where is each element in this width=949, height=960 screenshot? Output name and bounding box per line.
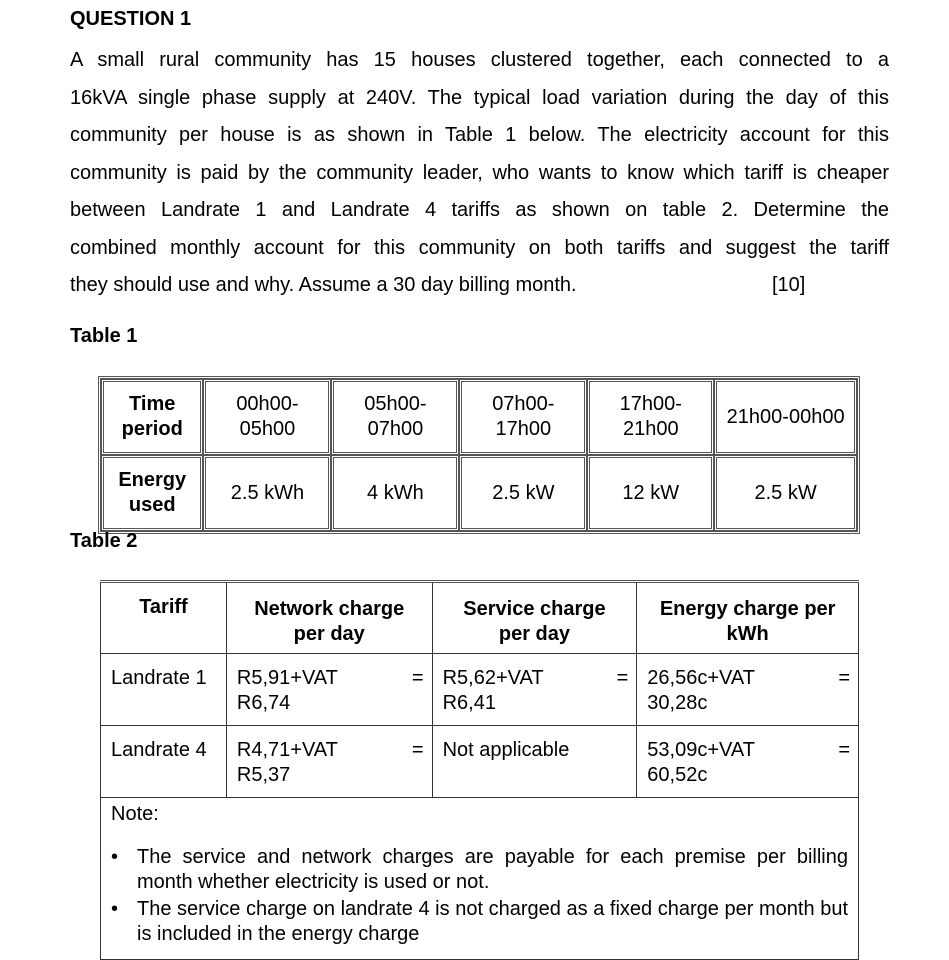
question-line: community is paid by the community leader, who wants to know which tariff is cheaper <box>70 161 889 184</box>
cell-line: 17h00- <box>619 393 682 415</box>
value-line: R5,91+VAT <box>236 667 338 689</box>
table1-label: Table 1 <box>70 325 138 347</box>
table1-cell-time <box>331 379 459 455</box>
table1-header-energy-used <box>101 455 203 531</box>
table2-header-row <box>101 582 859 654</box>
table1-row-time <box>101 379 857 455</box>
header-line: Energy <box>118 469 187 491</box>
table1-cell-time <box>587 379 714 455</box>
table2-tariffs <box>100 580 859 960</box>
value-line: 60,52c <box>647 764 708 786</box>
header-line: kWh <box>726 623 769 645</box>
header-line: period <box>121 418 183 440</box>
value-line: 53,09c+VAT <box>647 739 755 761</box>
value-line: R6,41 <box>442 692 496 714</box>
table2-header-service <box>432 582 637 654</box>
table1-cell-time <box>203 379 331 455</box>
cell-line: 05h00 <box>239 418 296 440</box>
header-line: Service charge <box>463 598 606 620</box>
cell-line: 05h00- <box>364 393 427 415</box>
table1-load-variation <box>98 376 860 534</box>
table1-cell-energy: 2.5 kW <box>714 455 857 531</box>
value-line: Not applicable <box>442 739 570 761</box>
table2-note <box>101 798 859 960</box>
cell-line: 17h00 <box>495 418 552 440</box>
note-title: Note: <box>111 803 159 825</box>
table1-cell-energy: 12 kW <box>587 455 714 531</box>
table1-cell-energy: 2.5 kWh <box>203 455 331 531</box>
question-text <box>70 42 889 305</box>
table2-label: Table 2 <box>70 530 138 552</box>
equals-sign: = <box>411 739 424 761</box>
equals-sign: = <box>411 667 424 689</box>
header-line: Network charge <box>254 598 405 620</box>
cell-line: 21h00 <box>622 418 679 440</box>
cell-line: 21h00-00h00 <box>726 405 845 428</box>
value-line: R6,74 <box>236 692 291 714</box>
header-line: per day <box>293 623 365 645</box>
table1-cell-energy: 4 kWh <box>331 455 459 531</box>
question-line: 16kVA single phase supply at 240V. The typical load variation during the day of this <box>70 86 889 109</box>
list-item: • The service charge on landrate 4 is not charged as a fixed charge per month but is included in the energy charge <box>137 897 848 947</box>
question-marks: [10] <box>772 274 806 296</box>
value-line: R4,71+VAT <box>236 739 338 761</box>
header-line: per day <box>498 623 571 645</box>
table1-cell-time <box>714 379 857 455</box>
service-charge <box>432 726 637 798</box>
value-line: 30,28c <box>647 692 708 714</box>
question-title: QUESTION 1 <box>70 8 192 30</box>
table1-cell-time <box>459 379 587 455</box>
network-charge <box>226 726 432 798</box>
table2-note-row <box>101 798 859 960</box>
equals-sign: = <box>838 739 850 761</box>
energy-charge <box>637 654 859 726</box>
header-line: Energy charge per <box>659 598 836 620</box>
table2-header-energy <box>637 582 859 654</box>
question-line-last <box>70 267 889 305</box>
note-list <box>111 845 848 947</box>
value-line: R5,37 <box>236 764 291 786</box>
table1-cell-energy: 2.5 kW <box>459 455 587 531</box>
header-line: Time <box>129 393 176 415</box>
equals-sign: = <box>838 667 850 689</box>
question-line: between Landrate 1 and Landrate 4 tariffs as shown on table 2. Determine the <box>70 199 889 221</box>
equals-sign: = <box>616 667 629 689</box>
tariff-name: Landrate 4 <box>101 726 227 798</box>
list-item: • The service and network charges are payable for each premise per billing month whether electricity is used or not. <box>137 845 848 895</box>
cell-line: 00h00- <box>236 393 299 415</box>
question-line: community per house is as shown in Table 1 below. The electricity account for this <box>70 124 889 146</box>
question-line: A small rural community has 15 houses clustered together, each connected to a <box>70 49 889 71</box>
table1-row-energy <box>101 455 857 531</box>
cell-line: 07h00 <box>367 418 424 440</box>
question-line: they should use and why. Assume a 30 day billing month. <box>70 274 577 296</box>
table2-header-network <box>226 582 432 654</box>
value-line: R5,62+VAT <box>442 667 544 689</box>
value-line: 26,56c+VAT <box>647 667 755 689</box>
table-row <box>101 726 859 798</box>
table2-header-tariff: Tariff <box>101 582 227 654</box>
tariff-name: Landrate 1 <box>101 654 227 726</box>
question-line: combined monthly account for this community on both tariffs and suggest the tariff <box>70 236 889 259</box>
network-charge <box>226 654 432 726</box>
energy-charge <box>637 726 859 798</box>
table-row <box>101 654 859 726</box>
table1-header-time-period <box>101 379 203 455</box>
cell-line: 07h00- <box>492 393 555 415</box>
service-charge <box>432 654 637 726</box>
header-line: used <box>128 494 176 516</box>
